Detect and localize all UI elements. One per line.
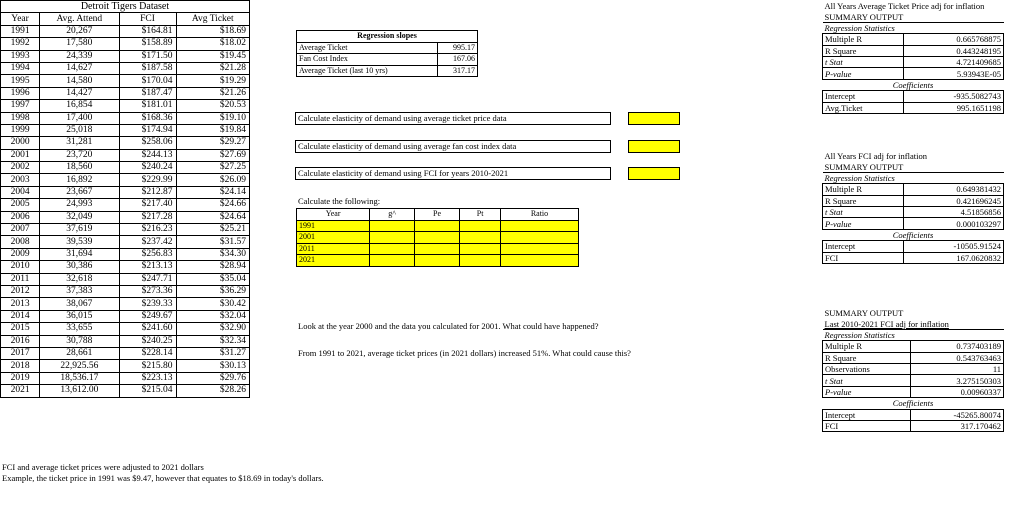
- calc-header-pt[interactable]: Pt: [460, 209, 501, 221]
- cell-avg-ticket[interactable]: $32.34: [176, 335, 249, 347]
- stat-label[interactable]: P-value: [823, 218, 904, 229]
- cell-avg-ticket[interactable]: $21.28: [176, 62, 249, 74]
- cell-avg-ticket[interactable]: $25.21: [176, 224, 249, 236]
- coef-value[interactable]: 167.0620832: [903, 252, 1003, 263]
- cell-avg-ticket[interactable]: $31.27: [176, 347, 249, 359]
- cell-avg-attend[interactable]: 33,655: [40, 323, 119, 335]
- cell-fci[interactable]: $241.60: [119, 323, 176, 335]
- cell-avg-attend[interactable]: 22,925.56: [40, 360, 119, 372]
- cell-avg-ticket[interactable]: $19.29: [176, 75, 249, 87]
- cell-fci[interactable]: $213.13: [119, 261, 176, 273]
- summary1-title: All Years Average Ticket Price adj for inflation: [824, 1, 985, 12]
- cell-fci[interactable]: $171.50: [119, 50, 176, 62]
- cell-year[interactable]: 1994: [1, 62, 40, 74]
- stat-label[interactable]: Observations: [823, 363, 911, 374]
- calc-year[interactable]: 2011: [297, 243, 370, 255]
- stat-value[interactable]: 4.721409685: [904, 56, 1004, 67]
- header-year[interactable]: Year: [1, 13, 40, 25]
- cell-avg-attend[interactable]: 39,539: [40, 236, 119, 248]
- calc-cell[interactable]: [370, 243, 415, 255]
- cell-year[interactable]: 2018: [1, 360, 40, 372]
- calc-cell[interactable]: [370, 255, 415, 267]
- calc-year[interactable]: 1991: [297, 220, 370, 232]
- cell-avg-ticket[interactable]: $21.26: [176, 87, 249, 99]
- table-row: [1, 199, 250, 211]
- cell-year[interactable]: 1991: [1, 25, 40, 37]
- slope-label[interactable]: Average Ticket (last 10 yrs): [297, 65, 438, 77]
- calc-cell[interactable]: [414, 220, 459, 232]
- dataset-table: [0, 0, 250, 398]
- cell-year[interactable]: 2002: [1, 162, 40, 174]
- stat-label[interactable]: P-value: [823, 68, 904, 79]
- cell-avg-ticket[interactable]: $24.64: [176, 211, 249, 223]
- cell-avg-ticket[interactable]: $24.66: [176, 199, 249, 211]
- cell-avg-attend[interactable]: 14,427: [40, 87, 119, 99]
- stat-value[interactable]: 3.275150303: [911, 375, 1004, 386]
- header-fci[interactable]: FCI: [119, 13, 176, 25]
- cell-avg-attend[interactable]: 16,854: [40, 100, 119, 112]
- summary2-stats-label: Regression Statistics: [823, 172, 1004, 183]
- cell-fci[interactable]: $240.24: [119, 162, 176, 174]
- cell-fci[interactable]: $240.25: [119, 335, 176, 347]
- note-adjusted: FCI and average ticket prices were adjusted to 2021 dollars: [2, 462, 204, 472]
- cell-year[interactable]: 1999: [1, 124, 40, 136]
- cell-avg-ticket[interactable]: $30.13: [176, 360, 249, 372]
- cell-year[interactable]: 2006: [1, 211, 40, 223]
- coef-value[interactable]: 317.170462: [911, 420, 1004, 431]
- calc-year[interactable]: 2001: [297, 232, 370, 244]
- cell-year[interactable]: 2021: [1, 385, 40, 397]
- cell-year[interactable]: 2009: [1, 248, 40, 260]
- regression-slopes-table: [296, 30, 478, 77]
- cell-year[interactable]: 1993: [1, 50, 40, 62]
- cell-fci[interactable]: $174.94: [119, 124, 176, 136]
- calc-header-g[interactable]: g^: [370, 209, 415, 221]
- cell-avg-ticket[interactable]: $31.57: [176, 236, 249, 248]
- cell-avg-ticket[interactable]: $28.94: [176, 261, 249, 273]
- cell-avg-attend[interactable]: 37,383: [40, 285, 119, 297]
- cell-fci[interactable]: $249.67: [119, 310, 176, 322]
- cell-avg-attend[interactable]: 38,067: [40, 298, 119, 310]
- stat-value[interactable]: 4.51856856: [903, 206, 1003, 217]
- slope-label[interactable]: Average Ticket: [297, 42, 438, 54]
- cell-avg-attend[interactable]: 23,667: [40, 186, 119, 198]
- stat-label[interactable]: Multiple R: [823, 341, 911, 352]
- cell-avg-attend[interactable]: 31,694: [40, 248, 119, 260]
- question-fci-elasticity[interactable]: Calculate elasticity of demand using average fan cost index data: [295, 140, 611, 153]
- calc-cell[interactable]: [500, 220, 578, 232]
- summary3-coef-label: Coefficients: [823, 398, 1004, 409]
- cell-fci[interactable]: $215.80: [119, 360, 176, 372]
- stat-label[interactable]: R Square: [823, 352, 911, 363]
- table-row: [1, 224, 250, 236]
- coef-label[interactable]: FCI: [823, 420, 911, 431]
- cell-year[interactable]: 2001: [1, 149, 40, 161]
- coef-label[interactable]: Intercept: [823, 241, 904, 252]
- cell-avg-attend[interactable]: 24,993: [40, 199, 119, 211]
- cell-avg-attend[interactable]: 14,580: [40, 75, 119, 87]
- stat-value[interactable]: 0.543763463: [911, 352, 1004, 363]
- table-row: [1, 298, 250, 310]
- cell-avg-attend[interactable]: 31,281: [40, 137, 119, 149]
- calc-cell[interactable]: [460, 255, 501, 267]
- cell-avg-ticket[interactable]: $29.27: [176, 137, 249, 149]
- coef-value[interactable]: -10505.91524: [903, 241, 1003, 252]
- table-row: [1, 323, 250, 335]
- cell-year[interactable]: 2019: [1, 372, 40, 384]
- table-row: [1, 149, 250, 161]
- stat-label[interactable]: Multiple R: [823, 34, 904, 45]
- summary2-subtitle: SUMMARY OUTPUT: [824, 161, 904, 172]
- cell-avg-attend[interactable]: 23,720: [40, 149, 119, 161]
- table-row: [1, 38, 250, 50]
- slope-value[interactable]: 167.06: [437, 54, 477, 66]
- table-row: [1, 62, 250, 74]
- cell-avg-attend[interactable]: 32,618: [40, 273, 119, 285]
- header-avg-attend[interactable]: Avg. Attend: [40, 13, 119, 25]
- stat-label[interactable]: R Square: [823, 195, 904, 206]
- table-row: [1, 50, 250, 62]
- table-row: [1, 174, 250, 186]
- cell-fci[interactable]: $187.47: [119, 87, 176, 99]
- summary3-subtitle: SUMMARY OUTPUT: [824, 308, 904, 319]
- calc-header-year[interactable]: Year: [297, 209, 370, 221]
- note-example: Example, the ticket price in 1991 was $9.47, however that equates to $18.69 in today's dollars.: [2, 473, 324, 483]
- summary-output-ticket: [822, 1, 1004, 114]
- stat-label[interactable]: t Stat: [823, 375, 911, 386]
- coef-value[interactable]: -45265.80074: [911, 409, 1004, 420]
- stat-value[interactable]: 5.93943E-05: [904, 68, 1004, 79]
- cell-year[interactable]: 2015: [1, 323, 40, 335]
- cell-year[interactable]: 1996: [1, 87, 40, 99]
- cell-fci[interactable]: $244.13: [119, 149, 176, 161]
- cell-avg-attend[interactable]: 18,536.17: [40, 372, 119, 384]
- table-row: [1, 186, 250, 198]
- calc-header-pe[interactable]: Pe: [414, 209, 459, 221]
- summary1-coef-label: Coefficients: [823, 79, 1004, 90]
- cell-fci[interactable]: $273.36: [119, 285, 176, 297]
- table-row: [1, 335, 250, 347]
- cell-avg-ticket[interactable]: $28.26: [176, 385, 249, 397]
- cell-fci[interactable]: $228.14: [119, 347, 176, 359]
- coef-label[interactable]: FCI: [823, 252, 904, 263]
- cell-fci[interactable]: $215.04: [119, 385, 176, 397]
- cell-avg-attend[interactable]: 13,612.00: [40, 385, 119, 397]
- cell-avg-attend[interactable]: 30,788: [40, 335, 119, 347]
- cell-avg-ticket[interactable]: $27.69: [176, 149, 249, 161]
- cell-fci[interactable]: $217.40: [119, 199, 176, 211]
- coef-value[interactable]: -935.5082743: [904, 91, 1004, 102]
- answer-cell-fci-2010-2021[interactable]: [628, 167, 680, 180]
- table-row: [1, 285, 250, 297]
- calc-year[interactable]: 2021: [297, 255, 370, 267]
- cell-avg-attend[interactable]: 36,015: [40, 310, 119, 322]
- cell-avg-ticket[interactable]: $26.09: [176, 174, 249, 186]
- table-row: [1, 75, 250, 87]
- calc-cell[interactable]: [460, 243, 501, 255]
- table-row: [1, 248, 250, 260]
- summary3-stats-label: Regression Statistics: [823, 329, 1004, 340]
- calc-cell[interactable]: [370, 232, 415, 244]
- calc-cell[interactable]: [500, 243, 578, 255]
- cell-avg-ticket[interactable]: $20.53: [176, 100, 249, 112]
- slope-value[interactable]: 995.17: [437, 42, 477, 54]
- cell-avg-ticket[interactable]: $34.30: [176, 248, 249, 260]
- cell-fci[interactable]: $158.89: [119, 38, 176, 50]
- cell-avg-ticket[interactable]: $24.14: [176, 186, 249, 198]
- table-row: [1, 273, 250, 285]
- coef-label[interactable]: Intercept: [823, 91, 904, 102]
- cell-fci[interactable]: $216.23: [119, 224, 176, 236]
- cell-avg-ticket[interactable]: $27.25: [176, 162, 249, 174]
- cell-fci[interactable]: $168.36: [119, 112, 176, 124]
- calc-cell[interactable]: [460, 220, 501, 232]
- cell-fci[interactable]: $229.99: [119, 174, 176, 186]
- cell-year[interactable]: 2005: [1, 199, 40, 211]
- cell-avg-attend[interactable]: 30,386: [40, 261, 119, 273]
- coef-label[interactable]: Avg.Ticket: [823, 102, 904, 113]
- table-row: [1, 372, 250, 384]
- answer-cell-fci-elasticity[interactable]: [628, 140, 680, 153]
- cell-year[interactable]: 2008: [1, 236, 40, 248]
- coef-value[interactable]: 995.1651198: [904, 102, 1004, 113]
- calc-cell[interactable]: [460, 232, 501, 244]
- cell-avg-ticket[interactable]: $30.42: [176, 298, 249, 310]
- calc-cell[interactable]: [414, 255, 459, 267]
- cell-fci[interactable]: $187.58: [119, 62, 176, 74]
- cell-fci[interactable]: $258.06: [119, 137, 176, 149]
- cell-fci[interactable]: $223.13: [119, 372, 176, 384]
- cell-avg-ticket[interactable]: $36.29: [176, 285, 249, 297]
- cell-year[interactable]: 2016: [1, 335, 40, 347]
- question-ticket-increase[interactable]: From 1991 to 2021, average ticket prices (in 2021 dollars) increased 51%. What could cause this?: [298, 348, 631, 358]
- table-row: [1, 162, 250, 174]
- stat-label[interactable]: t Stat: [823, 56, 904, 67]
- cell-avg-ticket[interactable]: $19.84: [176, 124, 249, 136]
- calc-cell[interactable]: [500, 255, 578, 267]
- calc-cell[interactable]: [414, 243, 459, 255]
- cell-avg-attend[interactable]: 25,018: [40, 124, 119, 136]
- cell-avg-attend[interactable]: 24,339: [40, 50, 119, 62]
- stat-label[interactable]: R Square: [823, 45, 904, 56]
- cell-avg-attend[interactable]: 32,049: [40, 211, 119, 223]
- answer-cell-ticket-elasticity[interactable]: [628, 112, 680, 125]
- coef-label[interactable]: Intercept: [823, 409, 911, 420]
- summary3-title: Last 2010-2021 FCI adj for inflation: [824, 318, 949, 329]
- cell-avg-ticket[interactable]: $32.04: [176, 310, 249, 322]
- stat-value[interactable]: 11: [911, 363, 1004, 374]
- summary2-title: All Years FCI adj for inflation: [824, 151, 927, 162]
- cell-year[interactable]: 1997: [1, 100, 40, 112]
- calc-header-ratio[interactable]: Ratio: [500, 209, 578, 221]
- stat-value[interactable]: 0.665768875: [904, 34, 1004, 45]
- cell-avg-ticket[interactable]: $29.76: [176, 372, 249, 384]
- table-row: [1, 236, 250, 248]
- cell-year[interactable]: 2004: [1, 186, 40, 198]
- slope-value[interactable]: 317.17: [437, 65, 477, 77]
- summary1-subtitle: SUMMARY OUTPUT: [824, 11, 904, 22]
- cell-fci[interactable]: $247.71: [119, 273, 176, 285]
- calc-table: [296, 208, 579, 267]
- table-row: [1, 360, 250, 372]
- stat-value[interactable]: 0.00960337: [911, 386, 1004, 397]
- stat-label[interactable]: t Stat: [823, 206, 904, 217]
- cell-year[interactable]: 2012: [1, 285, 40, 297]
- cell-fci[interactable]: $237.42: [119, 236, 176, 248]
- cell-fci[interactable]: $239.33: [119, 298, 176, 310]
- dataset-title: Detroit Tigers Dataset: [1, 1, 250, 13]
- cell-fci[interactable]: $217.28: [119, 211, 176, 223]
- cell-avg-attend[interactable]: 16,892: [40, 174, 119, 186]
- slopes-title: Regression slopes: [297, 31, 478, 43]
- stat-value[interactable]: 0.000103297: [903, 218, 1003, 229]
- cell-fci[interactable]: $256.83: [119, 248, 176, 260]
- table-row: [1, 385, 250, 397]
- cell-fci[interactable]: $212.87: [119, 186, 176, 198]
- calc-cell[interactable]: [370, 220, 415, 232]
- table-row: [1, 211, 250, 223]
- cell-avg-ticket[interactable]: $19.10: [176, 112, 249, 124]
- cell-year[interactable]: 2003: [1, 174, 40, 186]
- stat-value[interactable]: 0.443248195: [904, 45, 1004, 56]
- calc-title: Calculate the following:: [298, 196, 381, 206]
- cell-year[interactable]: 2017: [1, 347, 40, 359]
- cell-year[interactable]: 2007: [1, 224, 40, 236]
- stat-label[interactable]: Multiple R: [823, 184, 904, 195]
- table-row: [1, 100, 250, 112]
- slope-label[interactable]: Fan Cost Index: [297, 54, 438, 66]
- cell-avg-attend[interactable]: 18,560: [40, 162, 119, 174]
- cell-avg-ticket[interactable]: $18.69: [176, 25, 249, 37]
- stat-value[interactable]: 0.421696245: [903, 195, 1003, 206]
- cell-fci[interactable]: $181.01: [119, 100, 176, 112]
- table-row: [1, 124, 250, 136]
- cell-avg-attend[interactable]: 17,580: [40, 38, 119, 50]
- table-row: [1, 87, 250, 99]
- cell-year[interactable]: 1992: [1, 38, 40, 50]
- calc-cell[interactable]: [500, 232, 578, 244]
- cell-year[interactable]: 2013: [1, 298, 40, 310]
- stat-value[interactable]: 0.737403189: [911, 341, 1004, 352]
- cell-avg-attend[interactable]: 28,661: [40, 347, 119, 359]
- cell-year[interactable]: 1995: [1, 75, 40, 87]
- cell-fci[interactable]: $164.81: [119, 25, 176, 37]
- question-year-2000[interactable]: Look at the year 2000 and the data you calculated for 2001. What could have happened?: [298, 321, 599, 331]
- question-ticket-elasticity[interactable]: Calculate elasticity of demand using average ticket price data: [295, 112, 611, 125]
- summary1-stats-label: Regression Statistics: [823, 22, 1004, 33]
- summary-output-fci-recent: [822, 308, 1004, 432]
- cell-year[interactable]: 2010: [1, 261, 40, 273]
- table-row: [1, 112, 250, 124]
- cell-year[interactable]: 2011: [1, 273, 40, 285]
- cell-year[interactable]: 2000: [1, 137, 40, 149]
- cell-avg-ticket[interactable]: $18.02: [176, 38, 249, 50]
- table-row: [1, 25, 250, 37]
- question-fci-2010-2021[interactable]: Calculate elasticity of demand using FCI for years 2010-2021: [295, 167, 611, 180]
- cell-avg-ticket[interactable]: $35.04: [176, 273, 249, 285]
- cell-avg-ticket[interactable]: $19.45: [176, 50, 249, 62]
- table-row: [1, 347, 250, 359]
- cell-avg-attend[interactable]: 17,400: [40, 112, 119, 124]
- calc-cell[interactable]: [414, 232, 459, 244]
- table-row: [1, 261, 250, 273]
- cell-fci[interactable]: $170.04: [119, 75, 176, 87]
- stat-label[interactable]: P-value: [823, 386, 911, 397]
- summary2-coef-label: Coefficients: [823, 229, 1004, 240]
- cell-year[interactable]: 2014: [1, 310, 40, 322]
- summary-output-fci: [822, 151, 1004, 264]
- stat-value[interactable]: 0.649381432: [903, 184, 1003, 195]
- cell-avg-ticket[interactable]: $32.90: [176, 323, 249, 335]
- table-row: [1, 137, 250, 149]
- header-avg-ticket[interactable]: Avg Ticket: [176, 13, 249, 25]
- table-row: [1, 310, 250, 322]
- cell-avg-attend[interactable]: 37,619: [40, 224, 119, 236]
- cell-avg-attend[interactable]: 14,627: [40, 62, 119, 74]
- cell-avg-attend[interactable]: 20,267: [40, 25, 119, 37]
- cell-year[interactable]: 1998: [1, 112, 40, 124]
